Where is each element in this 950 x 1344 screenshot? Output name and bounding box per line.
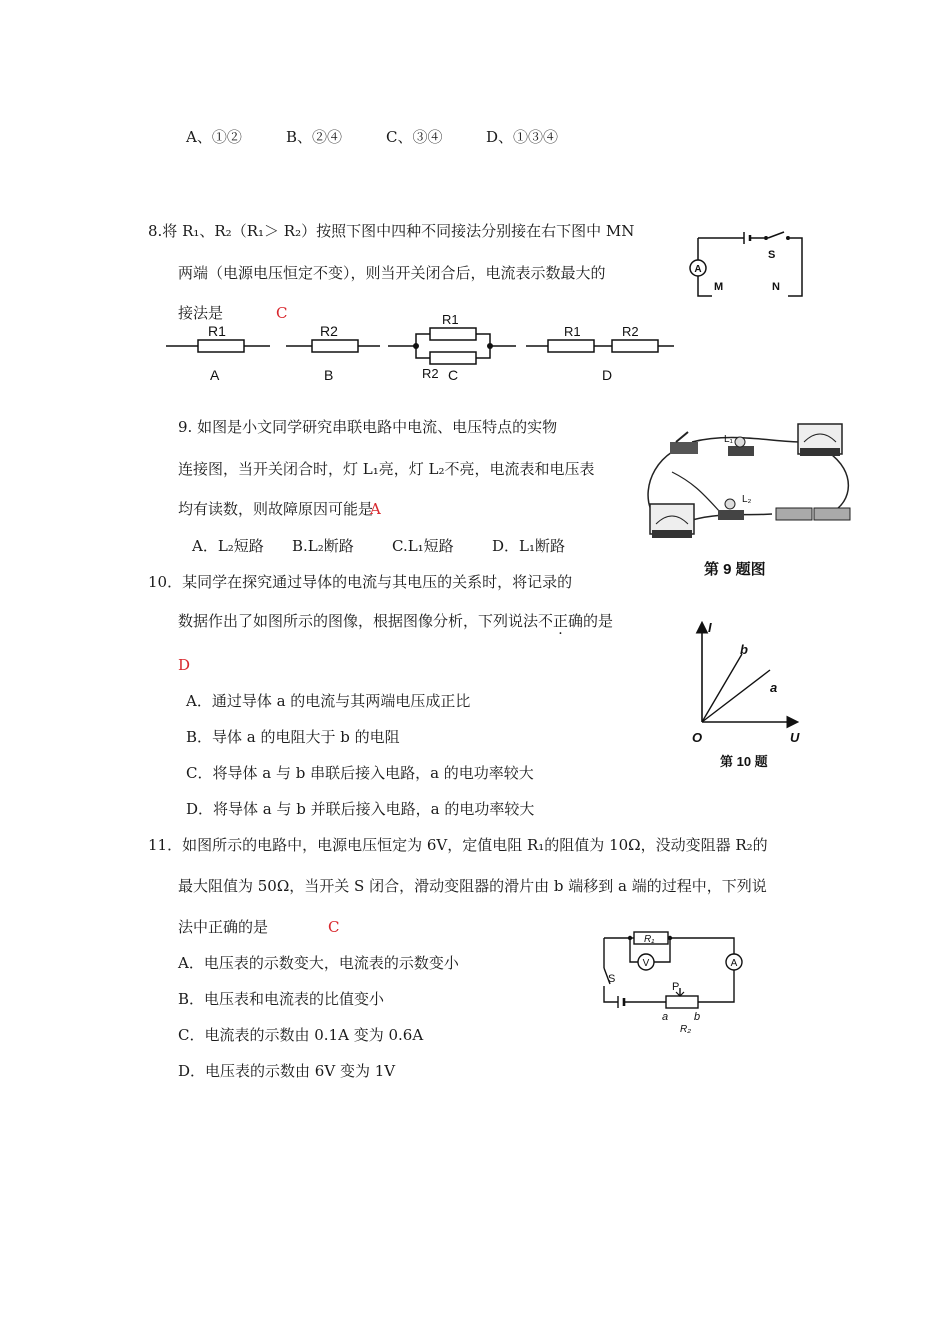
q10-stem-line2: 数据作出了如图所示的图像，根据图像分析，下列说法不正确的是	[178, 612, 614, 630]
diagram-c-label: C	[448, 367, 459, 383]
diagram-a-label: A	[210, 367, 220, 383]
q9-option-c: C.L₁短路	[392, 537, 454, 555]
diagram-a-resistor: R1	[208, 323, 226, 339]
q10-stem-line1: 10．某同学在探究通过导体的电流与其电压的关系时，将记录的	[148, 573, 573, 591]
q10-figure-caption: 第 10 题	[720, 754, 768, 769]
y-axis-label: I	[708, 620, 712, 635]
q10-answer: D	[178, 656, 191, 674]
q11-circuit-diagram	[596, 928, 756, 1035]
switch-icon	[670, 432, 698, 454]
diagram-c-bottom-resistor: R2	[422, 366, 439, 381]
voltmeter-meter-icon	[650, 504, 694, 538]
q7-option-a: A、①②	[186, 128, 242, 146]
q9-option-b: B.L₂断路	[292, 537, 354, 555]
circuit-label-r2: R₂	[680, 1024, 692, 1035]
circuit-label-r1: R₁	[644, 934, 655, 945]
q7-option-d: D、①③④	[486, 128, 559, 146]
q11-option-a: A．电压表的示数变大，电流表的示数变小	[178, 954, 459, 972]
battery-icon	[776, 508, 850, 520]
q11-option-d: D．电压表的示数由 6V 变为 1V	[178, 1062, 396, 1080]
q9-answer: A	[370, 500, 381, 518]
q9-stem-line3: 均有读数，则故障原因可能是	[178, 500, 374, 518]
terminal-m-label: M	[714, 281, 724, 293]
circuit-label-end-b: b	[694, 1011, 701, 1023]
q11-option-c: C．电流表的示数由 0.1A 变为 0.6A	[178, 1026, 424, 1044]
ammeter-meter-icon	[798, 424, 842, 456]
diagram-c-top-resistor: R1	[442, 312, 459, 327]
line-b-label: b	[740, 642, 748, 657]
q9-option-a: A．L₂短路	[192, 537, 264, 555]
q10-option-d: D．将导体 a 与 b 并联后接入电路，a 的电功率较大	[186, 800, 535, 818]
photo-label-l2: L₂	[742, 494, 752, 505]
line-a-label: a	[770, 680, 778, 695]
q11-stem-line2: 最大阻值为 50Ω，当开关 S 闭合，滑动变阻器的滑片由 b 端移到 a 端的过程中，下列说	[178, 877, 767, 895]
diagram-d-left-resistor: R1	[564, 324, 581, 339]
q8-circuit-diagram	[684, 228, 814, 298]
q10-option-b: B．导体 a 的电阻大于 b 的电阻	[186, 728, 400, 746]
line-b	[702, 654, 742, 722]
origin-label: O	[692, 730, 703, 745]
q8-stem-line3: 接法是	[178, 304, 224, 322]
switch-label: S	[768, 249, 776, 261]
q9-option-d: D．L₁断路	[492, 537, 566, 555]
circuit-label-switch: S	[608, 973, 616, 985]
circuit-label-ammeter: A	[730, 958, 738, 969]
circuit-label-slider: P	[672, 981, 680, 993]
diagram-d-right-resistor: R2	[622, 324, 639, 339]
ammeter-label: A	[694, 264, 702, 275]
q10-option-c: C．将导体 a 与 b 串联后接入电路，a 的电功率较大	[186, 764, 534, 782]
terminal-n-label: N	[772, 281, 780, 293]
circuit-label-voltmeter: V	[642, 958, 650, 969]
line-a	[702, 670, 770, 722]
q8-stem-line1: 8.将 R₁、R₂（R₁＞ R₂）按照下图中四种不同接法分别接在右下图中 MN	[148, 222, 635, 240]
q10-option-a: A．通过导体 a 的电流与其两端电压成正比	[186, 692, 471, 710]
q11-stem-line3: 法中正确的是	[178, 918, 269, 936]
q10-emphasis-not-correct: 不正确	[538, 612, 584, 630]
q9-figure-caption: 第 9 题图	[704, 561, 766, 578]
q7-option-b: B、②④	[286, 128, 343, 146]
x-axis-label: U	[790, 730, 800, 745]
q11-option-b: B．电压表和电流表的比值变小	[178, 990, 385, 1008]
q11-stem-line1: 11．如图所示的电路中，电源电压恒定为 6V，定值电阻 R₁的阻值为 10Ω，没动变阻器 R₂的	[148, 836, 768, 854]
q9-stem-line2: 连接图，当开关闭合时，灯 L₁亮，灯 L₂不亮，电流表和电压表	[178, 460, 595, 478]
lamp-l2-icon	[718, 499, 744, 520]
diagram-b-label: B	[324, 367, 334, 383]
diagram-d-label: D	[602, 367, 613, 383]
q8-answer: C	[276, 304, 288, 322]
q7-option-c: C、③④	[386, 128, 443, 146]
diagram-b-resistor: R2	[320, 323, 338, 339]
q8-stem-line2: 两端（电源电压恒定不变），则当开关闭合后，电流表示数最大的	[178, 264, 606, 282]
circuit-label-end-a: a	[662, 1011, 669, 1023]
q9-physical-circuit-photo	[632, 412, 862, 582]
q10-iu-graph	[690, 618, 810, 768]
photo-label-l1: L₁	[724, 434, 733, 445]
q11-answer: C	[328, 918, 340, 936]
q9-stem-line1: 9. 如图是小文同学研究串联电路中电流、电压特点的实物	[178, 418, 558, 436]
